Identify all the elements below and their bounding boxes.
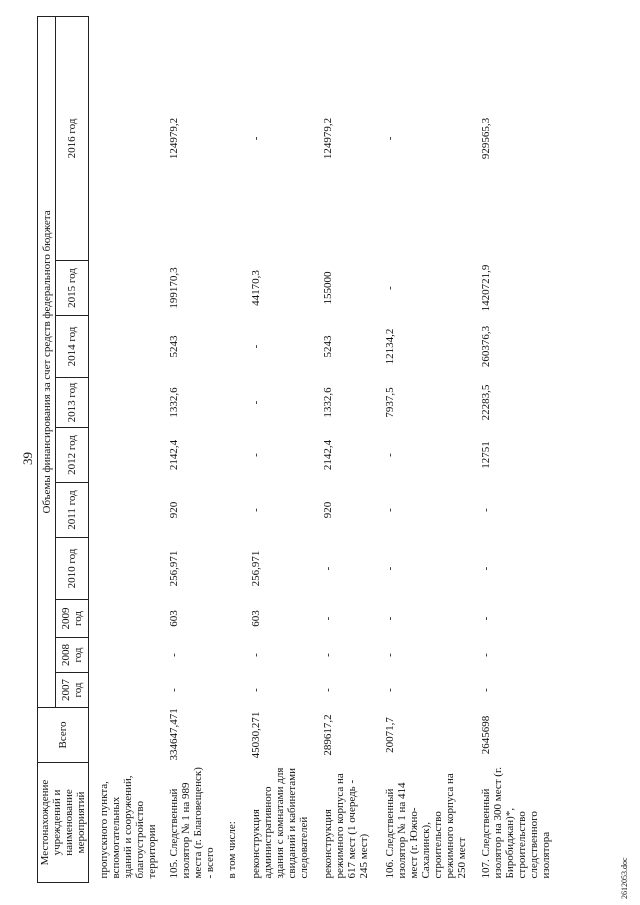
cell-value xyxy=(89,673,163,708)
table-row xyxy=(314,16,374,882)
cell-value xyxy=(89,378,163,428)
row-total xyxy=(216,708,242,763)
cell-value: - xyxy=(250,653,262,657)
cell-value: - xyxy=(322,688,334,692)
cell-value: - xyxy=(480,566,492,571)
cell-value xyxy=(216,538,242,600)
table-row xyxy=(374,16,470,882)
cell-value: 929565,3 xyxy=(480,117,492,160)
cell-value xyxy=(216,316,242,378)
header-total: Всего xyxy=(38,708,89,763)
cell-value: 260376,3 xyxy=(480,325,492,368)
cell-value xyxy=(89,316,163,378)
cell-value xyxy=(89,600,163,638)
cell-value: 22283,5 xyxy=(480,384,492,421)
row-total: 289617,2 xyxy=(322,714,334,756)
cell-value xyxy=(216,16,242,260)
header-year: 2011 год xyxy=(56,483,89,538)
header-year: 2015 год xyxy=(56,261,89,316)
cell-value xyxy=(89,16,163,260)
cell-value: 44170,3 xyxy=(250,270,262,306)
table-row xyxy=(162,16,216,882)
cell-value xyxy=(89,261,163,316)
cell-value xyxy=(216,428,242,483)
cell-value: 7937,5 xyxy=(384,387,396,418)
header-year: 2016 год xyxy=(56,16,89,260)
row-name: 106. Следственный изолятор № 1 на 414 мест (г. Южно-Сахалинск), строительство режимного корпуса на 250 мест xyxy=(384,773,468,879)
cell-value xyxy=(89,538,163,600)
cell-value: 124979,2 xyxy=(322,117,334,160)
cell-value: 256,971 xyxy=(168,550,180,587)
cell-value: - xyxy=(250,400,262,405)
cell-value: 199170,3 xyxy=(168,267,180,309)
cell-value: - xyxy=(250,688,262,692)
cell-value: - xyxy=(384,136,396,141)
row-total: 20071,7 xyxy=(384,717,396,753)
cell-value xyxy=(89,483,163,538)
header-name: Местонахождение учреждений и наименование мероприятий xyxy=(38,763,89,883)
row-name: 105. Следственный изолятор № 1 на 989 места (г. Благовещенск) - всего xyxy=(168,767,216,879)
row-name: в том числе: xyxy=(226,821,238,879)
footer-filename: 2612053.doc xyxy=(620,857,629,899)
header-year: 2012 год xyxy=(56,428,89,483)
cell-value: 5243 xyxy=(168,335,180,358)
cell-value xyxy=(216,600,242,638)
row-total: 45030,271 xyxy=(250,711,262,759)
cell-value xyxy=(216,378,242,428)
cell-value: - xyxy=(480,616,492,621)
cell-value xyxy=(89,638,163,673)
header-year: 2013 год xyxy=(56,378,89,428)
header-year: 2007 год xyxy=(56,673,89,708)
cell-value: - xyxy=(384,286,396,290)
header-funding-group: Объемы финансирования за счет средств федерального бюджета xyxy=(38,16,56,707)
cell-value: 2142,4 xyxy=(322,439,334,471)
cell-value: - xyxy=(384,566,396,571)
cell-value: - xyxy=(384,453,396,457)
header-year: 2009 год xyxy=(56,600,89,638)
cell-value: - xyxy=(384,688,396,692)
cell-value: 920 xyxy=(322,501,334,519)
table-row xyxy=(89,16,163,882)
cell-value: - xyxy=(480,653,492,657)
cell-value: 124979,2 xyxy=(168,117,180,160)
row-total: 2645698 xyxy=(480,715,492,755)
cell-value: 12751 xyxy=(480,441,492,469)
table-row xyxy=(470,16,554,882)
header-year: 2014 год xyxy=(56,316,89,378)
cell-value: - xyxy=(322,653,334,657)
cell-value: - xyxy=(168,688,180,692)
cell-value: - xyxy=(480,508,492,512)
row-name: пропускного пункта, вспомогательных зданий и сооружений, благоустройство территории xyxy=(98,775,158,879)
table-row xyxy=(216,16,242,882)
page-number: 39 xyxy=(20,452,35,465)
cell-value: 920 xyxy=(168,501,180,519)
cell-value: 1420721,9 xyxy=(480,264,492,312)
cell-value: 1332,6 xyxy=(322,387,334,418)
cell-value xyxy=(216,483,242,538)
cell-value: - xyxy=(250,344,262,349)
cell-value: 12134,2 xyxy=(384,328,396,365)
cell-value: - xyxy=(384,508,396,512)
funding-table xyxy=(37,16,554,883)
cell-value: - xyxy=(250,136,262,141)
cell-value: 2142,4 xyxy=(168,439,180,471)
cell-value: 603 xyxy=(168,610,180,627)
cell-value: 155000 xyxy=(322,271,334,305)
cell-value: - xyxy=(322,566,334,571)
cell-value: 256,971 xyxy=(250,550,262,587)
header-year: 2010 год xyxy=(56,538,89,600)
cell-value xyxy=(216,638,242,673)
table-row xyxy=(242,16,314,882)
header-year: 2008 год xyxy=(56,638,89,673)
cell-value: - xyxy=(168,653,180,657)
row-name: реконструкция административного здания с комнатами для свиданий и кабинетами следователей xyxy=(250,767,310,879)
cell-value: - xyxy=(384,616,396,621)
row-total xyxy=(89,708,163,763)
cell-value: 603 xyxy=(250,610,262,627)
cell-value: - xyxy=(250,508,262,512)
cell-value: - xyxy=(250,453,262,457)
cell-value: 1332,6 xyxy=(168,387,180,418)
row-name: 107. Следственный изолятор на 300 мест (г. Биробиджан)*, строительство следственного изолятора xyxy=(480,767,552,879)
row-name: реконструкция режимного корпуса на 617 мест (1 очередь - 245 мест) xyxy=(322,773,370,879)
cell-value: - xyxy=(322,616,334,621)
cell-value: 5243 xyxy=(322,335,334,358)
cell-value xyxy=(216,673,242,708)
cell-value: - xyxy=(384,653,396,657)
cell-value xyxy=(216,261,242,316)
cell-value: - xyxy=(480,688,492,692)
cell-value xyxy=(89,428,163,483)
row-total: 334647,471 xyxy=(168,708,180,761)
